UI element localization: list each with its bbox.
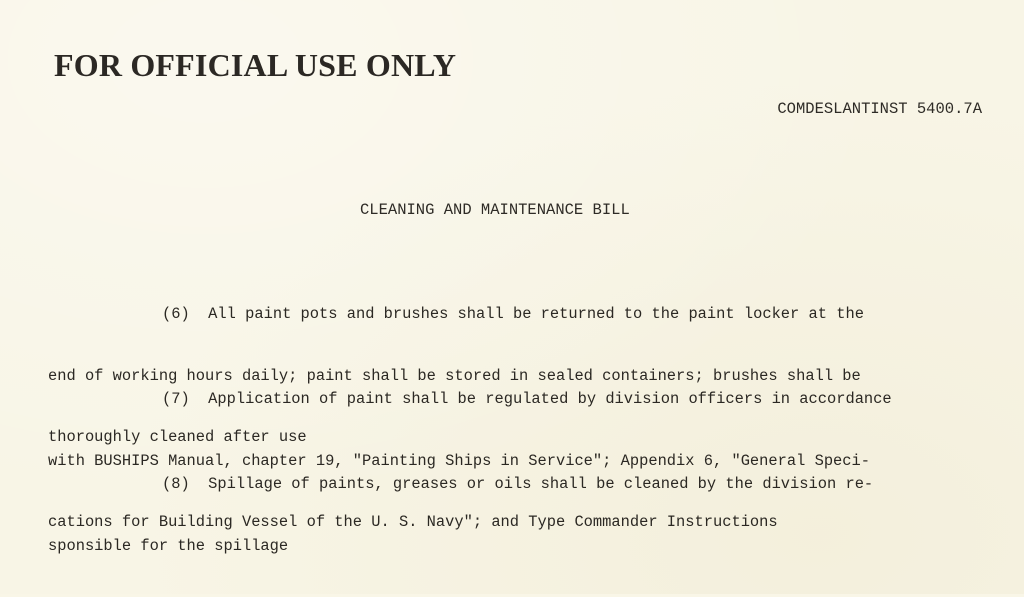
paragraph-line: thoroughly cleaned after use (48, 428, 307, 446)
paragraph-line: (6) All paint pots and brushes shall be returned to the paint locker at the (162, 305, 864, 323)
paragraph-line: sponsible for the spillage (48, 536, 289, 555)
paragraph-line: cations for Building Vessel of the U. S. Navy"; and Type Commander Instructions (48, 513, 778, 531)
paragraph-8 (48, 433, 873, 597)
paragraph-line: (8) Spillage of paints, greases or oils shall be cleaned by the division re- (162, 475, 874, 493)
paragraph-line: (7) Application of paint shall be regulated by division officers in accordance (162, 390, 892, 408)
document-title: CLEANING AND MAINTENANCE BILL (360, 201, 630, 219)
classification-marking: FOR OFFICIAL USE ONLY (54, 47, 457, 83)
paragraph-line: with BUSHIPS Manual, chapter 19, "Painting Ships in Service"; Appendix 6, "General Speci- (48, 451, 870, 470)
instruction-number: COMDESLANTINST 5400.7A (777, 100, 982, 118)
paragraph-line: end of working hours daily; paint shall be stored in sealed containers; brushes shall be (48, 366, 861, 385)
